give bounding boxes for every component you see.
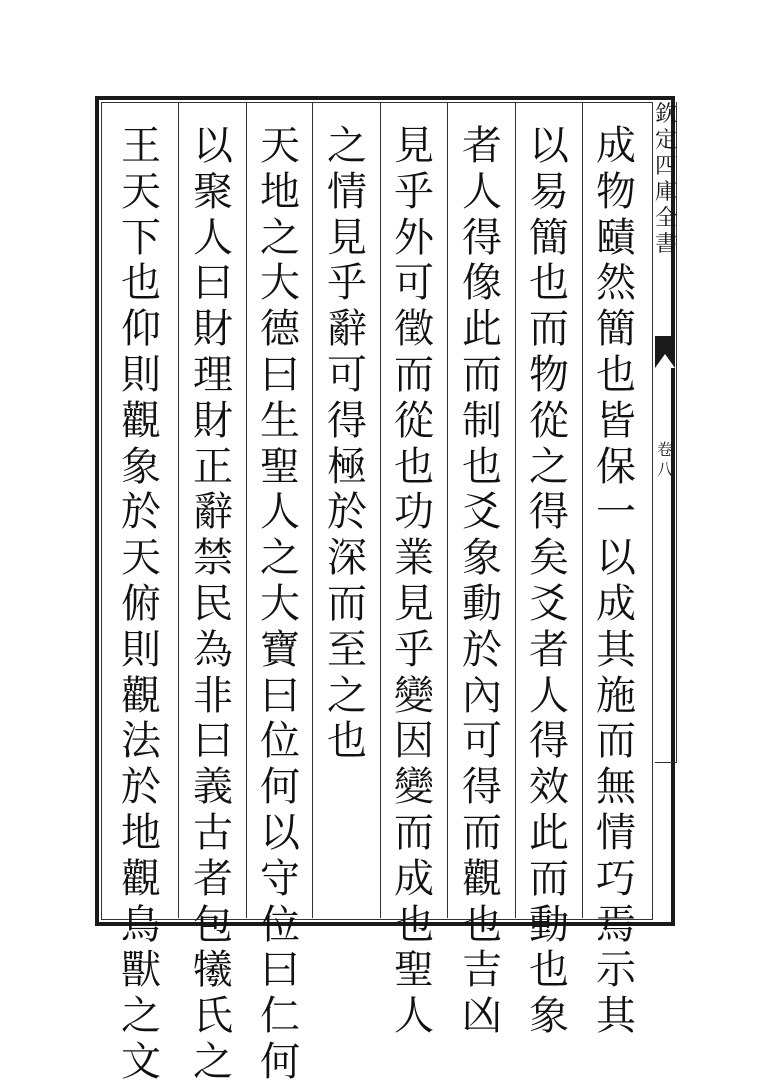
character: 因 [394,718,434,765]
character: 也 [394,443,434,490]
character: 也 [327,718,367,765]
character: 極 [327,443,367,490]
character: 義 [193,764,233,811]
character: 何 [260,764,300,811]
character: 包 [193,901,233,948]
character: 像 [462,260,502,307]
character: 也 [121,260,161,307]
character: 則 [121,351,161,398]
character: 從 [529,397,569,444]
character: 變 [394,672,434,719]
character: 曰 [193,718,233,765]
text-column-2 [524,124,574,1040]
character: 聖 [394,947,434,994]
character: 其 [596,993,636,1040]
character: 者 [193,855,233,902]
character: 之 [529,443,569,490]
character: 地 [121,809,161,856]
character: 而 [327,580,367,627]
character: 之 [121,993,161,1040]
character: 法 [121,718,161,765]
character: 變 [394,764,434,811]
character: 賾 [596,214,636,261]
character: 而 [529,306,569,353]
character: 鳥 [121,901,161,948]
character: 者 [462,123,502,169]
character: 乎 [394,626,434,673]
character: 辭 [327,306,367,353]
text-column-6 [255,124,305,1086]
character: 於 [327,489,367,536]
character: 從 [394,397,434,444]
character: 古 [193,809,233,856]
character: 保 [596,443,636,490]
character: 非 [193,672,233,719]
character: 位 [260,718,300,765]
margin-bottom-rule [655,762,677,763]
character: 內 [462,672,502,719]
column-rule [582,103,583,918]
fish-tail-notch [655,354,675,368]
character: 禁 [193,535,233,582]
character: 然 [596,260,636,307]
character: 犧 [193,947,233,994]
character: 也 [462,443,502,490]
character: 一 [596,489,636,536]
character: 乎 [394,168,434,215]
character: 得 [529,489,569,536]
character: 於 [462,626,502,673]
character: 寶 [260,626,300,673]
character: 徵 [394,306,434,353]
character: 而 [596,718,636,765]
character: 制 [462,397,502,444]
character: 觀 [121,397,161,444]
character: 守 [260,855,300,902]
character: 施 [596,672,636,719]
character: 得 [462,214,502,261]
character: 焉 [596,901,636,948]
character: 以 [529,123,569,169]
margin-volume-label [655,440,675,480]
character: 何 [260,1038,300,1085]
character: 民 [193,580,233,627]
character: 聚 [193,168,233,215]
character: 無 [596,764,636,811]
character: 俯 [121,580,161,627]
character: 位 [260,901,300,948]
character: 之 [327,672,367,719]
character: 此 [529,809,569,856]
character: 正 [193,443,233,490]
character: 爻 [462,489,502,536]
character: 外 [394,214,434,261]
character: 王 [121,123,161,169]
character: 巧 [596,855,636,902]
character: 簡 [529,214,569,261]
character: 而 [529,855,569,902]
character: 得 [529,718,569,765]
character: 以 [596,535,636,582]
character: 至 [327,626,367,673]
character: 文 [121,1038,161,1085]
character: 人 [260,489,300,536]
character: 四 [655,154,678,179]
character: 可 [394,260,434,307]
character: 財 [193,397,233,444]
character: 曰 [260,672,300,719]
character: 全 [655,206,678,231]
character: 德 [260,306,300,353]
character: 物 [529,351,569,398]
character: 乎 [327,260,367,307]
character: 以 [260,809,300,856]
column-rule [246,103,247,918]
text-column-1 [591,124,641,1040]
character: 定 [655,128,678,153]
character: 吉 [462,947,502,994]
column-rule [447,103,448,918]
character: 也 [394,901,434,948]
character: 曰 [260,947,300,994]
character: 成 [596,580,636,627]
character: 以 [193,123,233,169]
character: 象 [121,443,161,490]
character: 效 [529,764,569,811]
character: 凶 [462,993,502,1040]
column-rule [178,103,179,918]
character: 而 [394,809,434,856]
character: 情 [327,168,367,215]
character: 其 [596,626,636,673]
character: 爻 [529,580,569,627]
character: 於 [121,764,161,811]
character: 地 [260,168,300,215]
character: 得 [327,397,367,444]
column-rule [312,103,313,918]
character: 矣 [529,535,569,582]
character: 欽 [655,102,678,127]
character: 為 [193,626,233,673]
character: 人 [529,672,569,719]
margin-book-title [655,102,677,258]
character: 得 [462,764,502,811]
character: 天 [121,168,161,215]
column-rule [515,103,516,918]
character: 簡 [596,306,636,353]
character: 八 [656,460,673,479]
text-column-8 [116,124,166,1086]
character: 人 [394,993,434,1040]
character: 獸 [121,947,161,994]
character: 辭 [193,489,233,536]
character: 之 [260,535,300,582]
character: 象 [529,993,569,1040]
character: 於 [121,489,161,536]
character: 觀 [462,855,502,902]
character: 見 [327,214,367,261]
character: 之 [327,123,367,169]
character: 天 [121,535,161,582]
text-column-4 [389,124,439,1040]
character: 人 [462,168,502,215]
character: 而 [462,351,502,398]
character: 而 [462,809,502,856]
character: 也 [529,260,569,307]
character: 成 [394,855,434,902]
character: 理 [193,351,233,398]
character: 也 [529,947,569,994]
character: 仰 [121,306,161,353]
character: 也 [462,901,502,948]
character: 仁 [260,993,300,1040]
character: 者 [529,626,569,673]
character: 動 [529,901,569,948]
character: 曰 [193,260,233,307]
character: 氏 [193,993,233,1040]
character: 觀 [121,672,161,719]
character: 此 [462,306,502,353]
character: 業 [394,535,434,582]
character: 曰 [260,351,300,398]
character: 深 [327,535,367,582]
column-rule [380,103,381,918]
character: 天 [260,123,300,169]
character: 見 [394,580,434,627]
character: 也 [596,351,636,398]
character: 書 [655,232,678,257]
character: 聖 [260,443,300,490]
character: 見 [394,123,434,169]
character: 可 [462,718,502,765]
character: 之 [193,1038,233,1085]
character: 成 [596,123,636,169]
character: 大 [260,260,300,307]
character: 之 [260,214,300,261]
character: 人 [193,214,233,261]
character: 觀 [121,855,161,902]
character: 則 [121,626,161,673]
character: 財 [193,306,233,353]
character: 下 [121,214,161,261]
character: 象 [462,535,502,582]
character: 而 [394,351,434,398]
character: 示 [596,947,636,994]
character: 庫 [655,180,678,205]
character: 大 [260,580,300,627]
character: 情 [596,809,636,856]
text-column-3 [457,124,507,1040]
character: 卷 [656,440,673,459]
character: 皆 [596,397,636,444]
character: 可 [327,351,367,398]
character: 易 [529,168,569,215]
text-column-5 [322,124,372,765]
character: 物 [596,168,636,215]
character: 生 [260,397,300,444]
character: 動 [462,580,502,627]
character: 功 [394,489,434,536]
text-column-7 [188,124,238,1086]
